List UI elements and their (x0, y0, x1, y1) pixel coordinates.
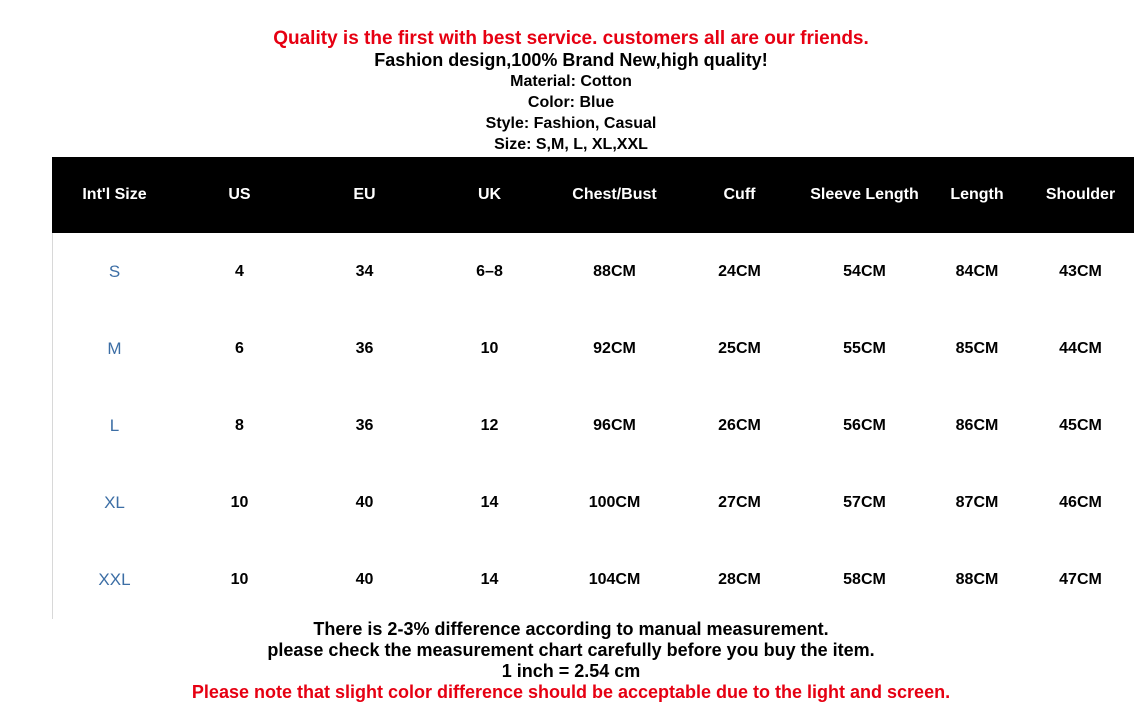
table-cell: 44CM (1059, 339, 1102, 357)
table-cell: 10 (230, 493, 249, 511)
table-cell: 100CM (588, 493, 641, 511)
table-cell: 47CM (1059, 570, 1102, 588)
table-cell: 10 (480, 339, 499, 357)
size-cell: XXL (98, 569, 131, 589)
note-check-chart: please check the measurement chart carefully before you buy the item. (267, 640, 875, 660)
table-row (52, 464, 1134, 541)
material-line: Material: Cotton (510, 73, 632, 90)
table-cell: 6 (235, 339, 244, 357)
table-cell: 87CM (955, 493, 999, 511)
table-cell: 43CM (1059, 262, 1102, 280)
size-line: Size: S,M, L, XL,XXL (494, 136, 648, 153)
size-cell: M (107, 338, 122, 358)
style-line: Style: Fashion, Casual (485, 115, 657, 132)
table-cell: 92CM (593, 339, 636, 357)
table-cell: 24CM (718, 262, 761, 280)
column-header: Shoulder (1045, 186, 1116, 203)
table-row (52, 387, 1134, 464)
table-cell: 12 (480, 416, 499, 434)
column-header: Int'l Size (82, 186, 147, 203)
note-difference: There is 2-3% difference according to manual measurement. (313, 619, 829, 639)
column-header: UK (477, 186, 502, 203)
column-header: Chest/Bust (572, 186, 657, 203)
note-inch-conversion: 1 inch = 2.54 cm (501, 661, 641, 681)
table-cell: 86CM (955, 416, 999, 434)
table-cell: 96CM (593, 416, 636, 434)
table-cell: 54CM (843, 262, 886, 280)
table-cell: 40 (355, 493, 374, 511)
size-chart-table (52, 157, 1134, 618)
table-cell: 57CM (843, 493, 886, 511)
column-header: EU (353, 186, 376, 203)
table-cell: 10 (230, 570, 249, 588)
product-header (0, 28, 1142, 155)
table-cell: 4 (235, 262, 244, 280)
note-color-difference: Please note that slight color difference should be acceptable due to the light and screen. (191, 682, 951, 702)
table-cell: 36 (355, 416, 374, 434)
table-cell: 40 (355, 570, 374, 588)
table-cell: 56CM (843, 416, 886, 434)
table-cell: 14 (480, 570, 499, 588)
table-cell: 55CM (843, 339, 886, 357)
table-cell: 34 (355, 262, 374, 280)
measurement-notes (0, 619, 1142, 703)
table-cell: 46CM (1059, 493, 1102, 511)
table-cell: 88CM (955, 570, 999, 588)
table-cell: 104CM (588, 570, 641, 588)
table-cell: 45CM (1059, 416, 1102, 434)
size-cell: S (108, 261, 121, 281)
table-header-row (52, 157, 1134, 233)
column-header: Length (950, 186, 1004, 203)
table-row (52, 310, 1134, 387)
table-cell: 25CM (718, 339, 761, 357)
color-line: Color: Blue (527, 94, 615, 111)
column-header: Sleeve Length (810, 186, 919, 203)
size-cell: XL (104, 492, 125, 512)
intro-line: Fashion design,100% Brand New,high quality! (374, 50, 768, 70)
table-cell: 36 (355, 339, 374, 357)
table-cell: 58CM (843, 570, 886, 588)
table-row (52, 541, 1134, 618)
tagline: Quality is the first with best service. customers all are our friends. (273, 28, 869, 49)
table-cell: 8 (235, 416, 244, 434)
table-cell: 28CM (718, 570, 761, 588)
table-cell: 26CM (718, 416, 761, 434)
table-cell: 6–8 (476, 262, 503, 280)
table-cell: 84CM (955, 262, 999, 280)
table-cell: 88CM (593, 262, 636, 280)
table-cell: 85CM (955, 339, 999, 357)
table-row (52, 233, 1134, 310)
column-header: US (228, 186, 251, 203)
column-header: Cuff (723, 186, 756, 203)
table-cell: 27CM (718, 493, 761, 511)
size-cell: L (109, 415, 120, 435)
table-cell: 14 (480, 493, 499, 511)
